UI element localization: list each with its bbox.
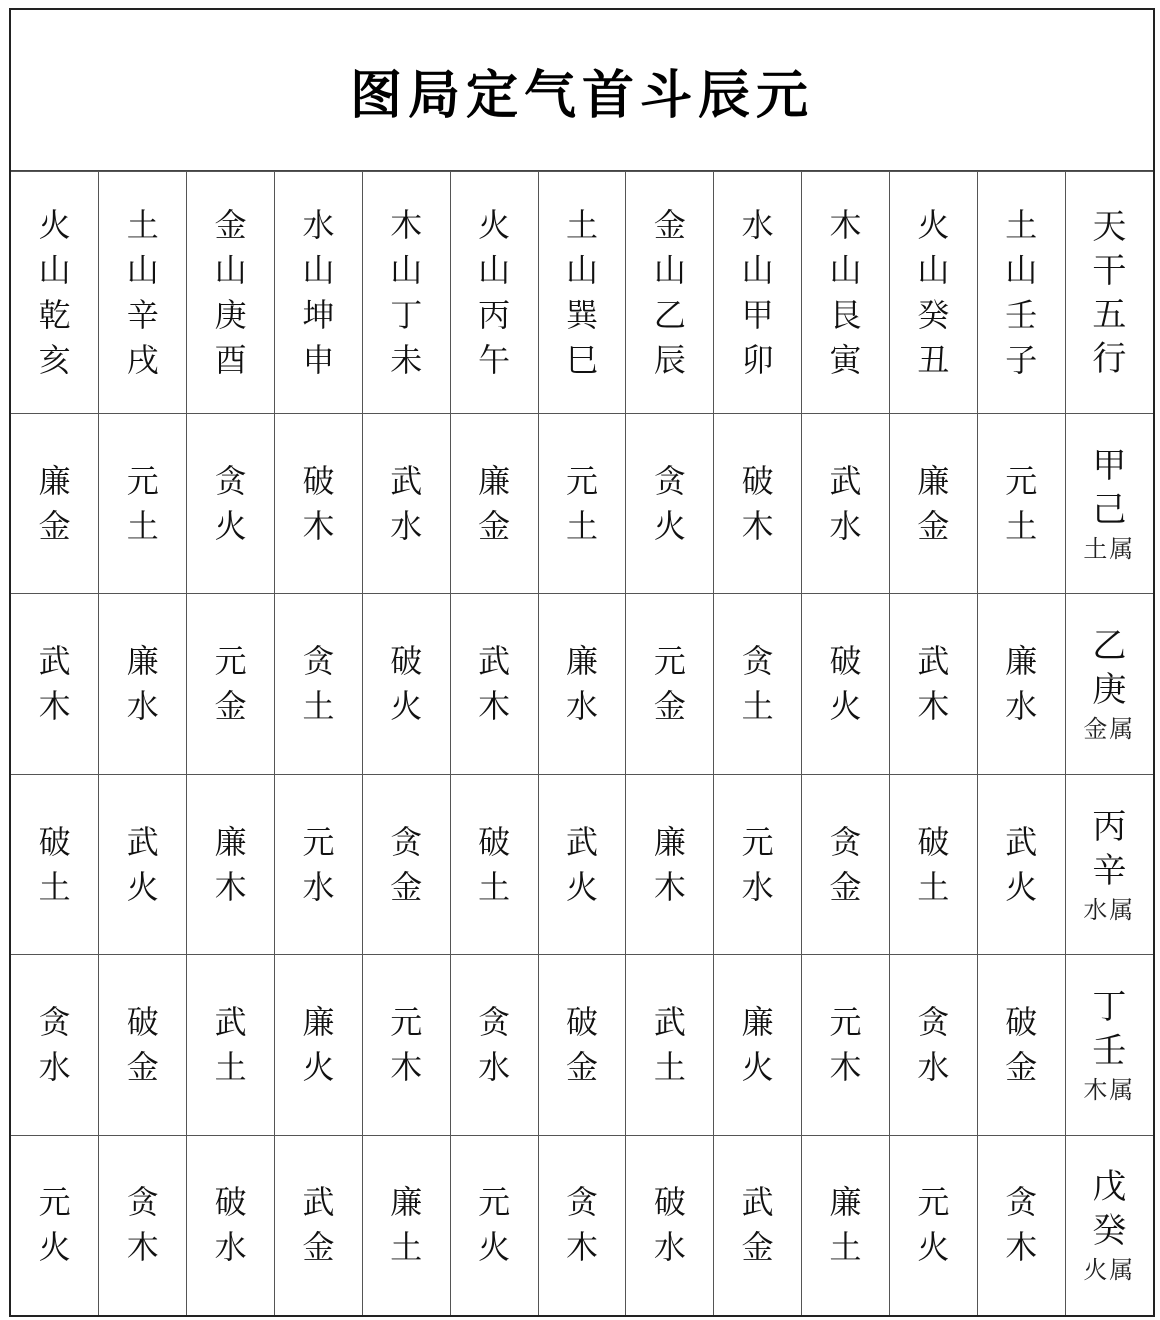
star-element-cell-text: 廉 水 xyxy=(565,642,598,726)
mountain-cell xyxy=(11,172,99,414)
mountain-cell-text: 土 山 壬 子 xyxy=(1005,205,1038,379)
star-element-cell-text: 贪 水 xyxy=(478,1003,511,1087)
mountain-cell xyxy=(538,172,626,414)
stem-top: 甲 xyxy=(1092,445,1127,486)
star-element-cell xyxy=(802,1135,890,1315)
star-element-cell xyxy=(977,1135,1065,1315)
star-element-cell-text: 廉 木 xyxy=(214,822,247,906)
star-element-cell-text: 元 火 xyxy=(917,1183,950,1267)
star-element-cell-text: 元 木 xyxy=(829,1003,862,1087)
mountain-cell-text: 火 山 丙 午 xyxy=(478,205,511,379)
star-element-cell xyxy=(187,774,275,954)
star-element-cell xyxy=(626,774,714,954)
star-element-cell xyxy=(99,1135,187,1315)
star-element-cell xyxy=(977,955,1065,1135)
chart-frame xyxy=(9,8,1155,1317)
star-element-cell-text: 破 火 xyxy=(390,642,423,726)
star-element-cell xyxy=(714,1135,802,1315)
stem-bottom: 癸 xyxy=(1092,1211,1127,1252)
element-attribute: 土属 xyxy=(1083,534,1136,563)
star-element-cell xyxy=(362,774,450,954)
star-element-cell-text: 破 金 xyxy=(126,1003,159,1087)
star-element-cell-text: 贪 土 xyxy=(302,642,335,726)
mountain-cell xyxy=(362,172,450,414)
star-element-cell-text: 元 水 xyxy=(741,822,774,906)
star-element-cell xyxy=(889,955,977,1135)
star-element-cell-text: 元 木 xyxy=(390,1003,423,1087)
stem-row xyxy=(11,414,1153,594)
stem-row xyxy=(11,1135,1153,1315)
stem-top: 丙 xyxy=(1092,806,1127,847)
stem-label xyxy=(1083,624,1135,744)
star-element-cell-text: 贪 火 xyxy=(214,461,247,545)
star-element-cell-text: 廉 土 xyxy=(390,1183,423,1267)
star-element-cell-text: 武 水 xyxy=(390,461,423,545)
star-element-cell xyxy=(450,594,538,774)
star-element-cell xyxy=(362,1135,450,1315)
star-element-cell xyxy=(538,955,626,1135)
star-element-cell xyxy=(11,414,99,594)
star-element-cell xyxy=(626,955,714,1135)
star-element-cell xyxy=(889,414,977,594)
star-element-cell-text: 武 水 xyxy=(829,461,862,545)
star-element-cell-text: 元 火 xyxy=(38,1183,71,1267)
star-element-cell xyxy=(11,594,99,774)
stem-label xyxy=(1083,444,1135,564)
mountain-cell-text: 火 山 乾 亥 xyxy=(38,205,71,379)
star-element-cell xyxy=(626,594,714,774)
star-element-cell xyxy=(450,955,538,1135)
star-element-cell-text: 破 水 xyxy=(214,1183,247,1267)
star-element-cell-text: 武 火 xyxy=(565,822,598,906)
star-element-cell xyxy=(538,414,626,594)
star-element-cell-text: 武 金 xyxy=(741,1183,774,1267)
star-element-cell-text: 贪 水 xyxy=(917,1003,950,1087)
stem-label xyxy=(1083,1165,1135,1285)
star-element-cell xyxy=(99,774,187,954)
mountain-cell-text: 水 山 甲 卯 xyxy=(741,205,774,379)
star-element-cell-text: 贪 火 xyxy=(653,461,686,545)
star-element-cell-text: 破 金 xyxy=(565,1003,598,1087)
stem-row xyxy=(11,594,1153,774)
stem-label xyxy=(1083,985,1135,1105)
star-element-cell xyxy=(714,955,802,1135)
star-element-cell-text: 廉 火 xyxy=(302,1003,335,1087)
star-element-cell-text: 武 土 xyxy=(214,1003,247,1087)
star-element-cell-text: 武 木 xyxy=(917,642,950,726)
star-element-cell xyxy=(11,1135,99,1315)
star-element-cell xyxy=(362,594,450,774)
star-element-cell xyxy=(714,414,802,594)
stem-bottom: 辛 xyxy=(1092,850,1127,891)
stem-label-cell xyxy=(1065,774,1153,954)
star-element-cell xyxy=(187,955,275,1135)
stem-label-cell xyxy=(1065,1135,1153,1315)
star-element-cell xyxy=(802,774,890,954)
star-element-cell-text: 贪 木 xyxy=(565,1183,598,1267)
star-element-cell-text: 元 水 xyxy=(302,822,335,906)
star-element-cell-text: 武 火 xyxy=(126,822,159,906)
star-element-cell-text: 贪 金 xyxy=(829,822,862,906)
mountain-cell-text: 土 山 巽 巳 xyxy=(565,205,598,379)
star-element-cell xyxy=(714,774,802,954)
page-title: 图局定气首斗辰元 xyxy=(349,64,814,126)
star-element-cell xyxy=(187,594,275,774)
star-element-cell-text: 破 土 xyxy=(917,822,950,906)
star-element-cell xyxy=(187,1135,275,1315)
star-element-cell-text: 武 土 xyxy=(653,1003,686,1087)
star-element-cell xyxy=(802,594,890,774)
star-element-cell xyxy=(275,774,363,954)
star-element-cell xyxy=(11,774,99,954)
mountain-cell xyxy=(714,172,802,414)
element-table xyxy=(11,171,1153,1315)
star-element-cell-text: 廉 水 xyxy=(1005,642,1038,726)
mountain-cell xyxy=(626,172,714,414)
stem-top: 戊 xyxy=(1092,1167,1127,1208)
star-element-cell-text: 贪 土 xyxy=(741,642,774,726)
star-element-cell-text: 破 水 xyxy=(653,1183,686,1267)
star-element-cell-text: 廉 土 xyxy=(829,1183,862,1267)
mountain-cell-text: 木 山 丁 未 xyxy=(390,205,423,379)
star-element-cell-text: 武 金 xyxy=(302,1183,335,1267)
mountain-cell-text: 金 山 庚 酉 xyxy=(214,205,247,379)
star-element-cell xyxy=(889,594,977,774)
star-element-cell-text: 元 金 xyxy=(214,642,247,726)
star-element-cell-text: 破 土 xyxy=(478,822,511,906)
star-element-cell-text: 廉 金 xyxy=(38,461,71,545)
star-element-cell xyxy=(538,594,626,774)
mountain-cell xyxy=(275,172,363,414)
star-element-cell xyxy=(889,1135,977,1315)
mountain-cell-text: 水 山 坤 申 xyxy=(302,205,335,379)
star-element-cell xyxy=(275,594,363,774)
star-element-cell-text: 破 火 xyxy=(829,642,862,726)
stem-label-cell xyxy=(1065,414,1153,594)
star-element-cell-text: 廉 水 xyxy=(126,642,159,726)
star-element-cell-text: 贪 木 xyxy=(1005,1183,1038,1267)
star-element-cell xyxy=(714,594,802,774)
mountain-cell xyxy=(99,172,187,414)
star-element-cell xyxy=(99,414,187,594)
star-element-cell xyxy=(538,1135,626,1315)
star-element-cell-text: 贪 金 xyxy=(390,822,423,906)
stem-bottom: 壬 xyxy=(1092,1031,1127,1072)
mountain-cell xyxy=(977,172,1065,414)
star-element-cell xyxy=(99,594,187,774)
star-element-cell-text: 贪 木 xyxy=(126,1183,159,1267)
star-element-cell-text: 破 土 xyxy=(38,822,71,906)
star-element-cell-text: 元 金 xyxy=(653,642,686,726)
mountain-cell xyxy=(802,172,890,414)
element-attribute: 金属 xyxy=(1083,715,1136,744)
star-element-cell xyxy=(450,1135,538,1315)
stem-top: 乙 xyxy=(1092,626,1127,667)
star-element-cell-text: 元 土 xyxy=(565,461,598,545)
star-element-cell-text: 元 土 xyxy=(1005,461,1038,545)
star-element-cell xyxy=(977,594,1065,774)
mountain-row xyxy=(11,172,1153,414)
stem-row xyxy=(11,955,1153,1135)
star-element-cell-text: 武 木 xyxy=(38,642,71,726)
star-element-cell-text: 武 木 xyxy=(478,642,511,726)
mountain-cell xyxy=(450,172,538,414)
star-element-cell-text: 破 金 xyxy=(1005,1003,1038,1087)
stem-top: 丁 xyxy=(1092,987,1127,1028)
element-table-body xyxy=(11,172,1153,1316)
star-element-cell xyxy=(11,955,99,1135)
element-attribute: 木属 xyxy=(1083,1076,1136,1105)
star-element-cell xyxy=(538,774,626,954)
star-element-cell xyxy=(99,955,187,1135)
star-element-cell xyxy=(275,414,363,594)
stem-element-header xyxy=(1065,172,1153,414)
star-element-cell xyxy=(450,414,538,594)
star-element-cell-text: 廉 火 xyxy=(741,1003,774,1087)
stem-label-cell xyxy=(1065,594,1153,774)
star-element-cell xyxy=(275,1135,363,1315)
star-element-cell-text: 贪 水 xyxy=(38,1003,71,1087)
star-element-cell-text: 破 木 xyxy=(302,461,335,545)
star-element-cell xyxy=(362,414,450,594)
element-attribute: 火属 xyxy=(1083,1256,1136,1285)
star-element-cell xyxy=(802,955,890,1135)
star-element-cell-text: 破 木 xyxy=(741,461,774,545)
star-element-cell xyxy=(977,414,1065,594)
stem-element-header-text: 天 干 五 行 xyxy=(1092,206,1127,379)
star-element-cell xyxy=(626,1135,714,1315)
mountain-cell xyxy=(187,172,275,414)
mountain-cell-text: 金 山 乙 辰 xyxy=(653,205,686,379)
stem-bottom: 己 xyxy=(1092,489,1127,530)
star-element-cell xyxy=(889,774,977,954)
star-element-cell xyxy=(275,955,363,1135)
mountain-cell-text: 火 山 癸 丑 xyxy=(917,205,950,379)
star-element-cell-text: 元 土 xyxy=(126,461,159,545)
star-element-cell xyxy=(362,955,450,1135)
star-element-cell xyxy=(450,774,538,954)
title-box xyxy=(11,10,1153,171)
element-attribute: 水属 xyxy=(1083,895,1136,924)
stem-label-cell xyxy=(1065,955,1153,1135)
mountain-cell xyxy=(889,172,977,414)
star-element-cell xyxy=(802,414,890,594)
stem-bottom: 庚 xyxy=(1092,670,1127,711)
star-element-cell-text: 元 火 xyxy=(478,1183,511,1267)
star-element-cell-text: 廉 木 xyxy=(653,822,686,906)
stem-row xyxy=(11,774,1153,954)
star-element-cell-text: 武 火 xyxy=(1005,822,1038,906)
mountain-cell-text: 木 山 艮 寅 xyxy=(829,205,862,379)
star-element-cell-text: 廉 金 xyxy=(917,461,950,545)
star-element-cell-text: 廉 金 xyxy=(478,461,511,545)
star-element-cell xyxy=(626,414,714,594)
mountain-cell-text: 土 山 辛 戌 xyxy=(126,205,159,379)
star-element-cell xyxy=(187,414,275,594)
star-element-cell xyxy=(977,774,1065,954)
stem-label xyxy=(1083,805,1135,925)
